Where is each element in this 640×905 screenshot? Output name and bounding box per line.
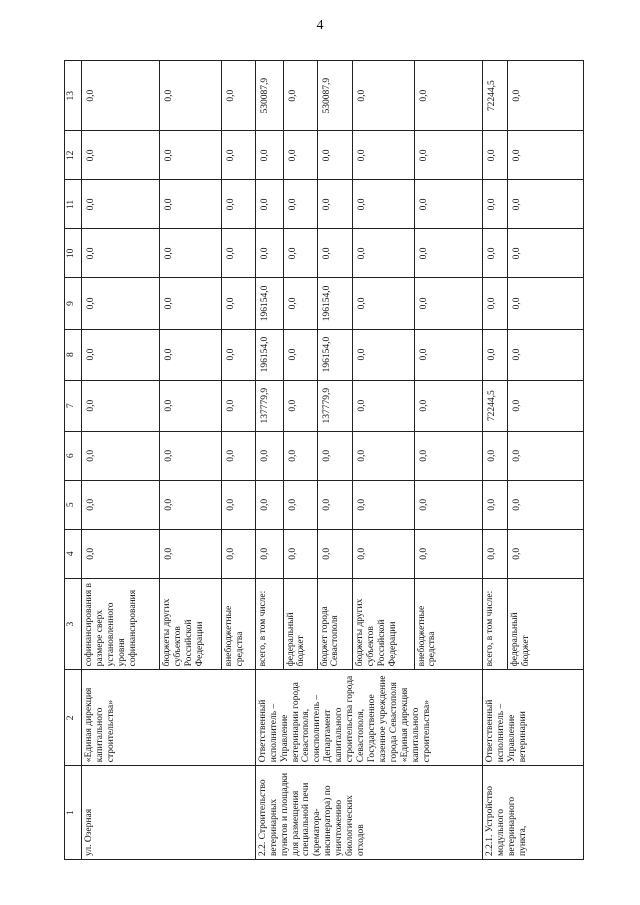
value-cell: 0,0: [508, 380, 584, 431]
value-cell: 0,0: [283, 180, 317, 229]
value-cell: 0,0: [221, 229, 255, 278]
value-cell: 196154,0: [317, 278, 352, 329]
column-header-13: 13: [65, 61, 82, 131]
value-cell: 0,0: [255, 431, 283, 480]
value-cell: 0,0: [508, 180, 584, 229]
value-cell: 0,0: [352, 529, 414, 578]
value-cell: 0,0: [221, 131, 255, 180]
value-cell: 0,0: [221, 278, 255, 329]
value-cell: 0,0: [283, 329, 317, 380]
activity-name-cell: 2.2. Строительство ветеринарных пунктов и площадки для размещения специальной печи (крематора-инсинератора) по уничтожению биологических отходов: [255, 766, 482, 860]
value-cell: 137779,9: [317, 380, 352, 431]
column-header-11: 11: [65, 180, 82, 229]
value-cell: 0,0: [221, 529, 255, 578]
value-cell: 0,0: [283, 529, 317, 578]
value-cell: 0,0: [352, 431, 414, 480]
value-cell: 0,0: [255, 229, 283, 278]
value-cell: 0,0: [508, 131, 584, 180]
value-cell: 0,0: [414, 380, 482, 431]
column-header-3: 3: [65, 578, 82, 670]
value-cell: 0,0: [352, 61, 414, 131]
activity-name-cell: 2.2.1. Устройство модульного ветеринарного пункта,: [482, 766, 583, 860]
value-cell: 0,0: [82, 380, 160, 431]
value-cell: 0,0: [414, 329, 482, 380]
value-cell: 0,0: [317, 431, 352, 480]
value-cell: 0,0: [352, 278, 414, 329]
value-cell: 0,0: [221, 480, 255, 529]
funding-source-cell: всего, в том числе:: [255, 578, 283, 670]
value-cell: 0,0: [82, 131, 160, 180]
value-cell: 0,0: [352, 380, 414, 431]
column-header-12: 12: [65, 131, 82, 180]
value-cell: 0,0: [82, 61, 160, 131]
value-cell: 0,0: [414, 229, 482, 278]
value-cell: 0,0: [414, 61, 482, 131]
value-cell: 196154,0: [255, 278, 283, 329]
value-cell: 0,0: [160, 431, 222, 480]
value-cell: 0,0: [414, 131, 482, 180]
value-cell: 0,0: [160, 131, 222, 180]
value-cell: 72244,5: [482, 61, 507, 131]
funding-source-cell: бюджеты других субъектов Российской Федерации: [352, 578, 414, 670]
value-cell: 0,0: [82, 480, 160, 529]
value-cell: 0,0: [508, 329, 584, 380]
value-cell: 0,0: [255, 180, 283, 229]
page-number: 4: [316, 18, 324, 33]
value-cell: 0,0: [414, 278, 482, 329]
funding-source-cell: бюджет города Севастополя: [317, 578, 352, 670]
value-cell: 0,0: [508, 529, 584, 578]
column-header-2: 2: [65, 670, 82, 766]
table-body: [82, 61, 584, 860]
value-cell: 72244,5: [482, 380, 507, 431]
table-row: [255, 61, 283, 860]
value-cell: 0,0: [482, 529, 507, 578]
value-cell: 0,0: [160, 480, 222, 529]
value-cell: 0,0: [82, 329, 160, 380]
value-cell: 0,0: [352, 229, 414, 278]
value-cell: 0,0: [283, 131, 317, 180]
value-cell: 0,0: [160, 229, 222, 278]
value-cell: 0,0: [255, 131, 283, 180]
value-cell: 0,0: [482, 180, 507, 229]
value-cell: 0,0: [221, 61, 255, 131]
value-cell: 0,0: [317, 529, 352, 578]
value-cell: 0,0: [482, 329, 507, 380]
value-cell: 0,0: [508, 61, 584, 131]
value-cell: 0,0: [317, 180, 352, 229]
value-cell: 0,0: [482, 229, 507, 278]
value-cell: 0,0: [414, 480, 482, 529]
value-cell: 0,0: [82, 529, 160, 578]
funding-source-cell: федеральный бюджет: [283, 578, 317, 670]
executor-cell: Ответственный исполнитель – Управление ветеринарии: [482, 670, 583, 766]
value-cell: 0,0: [508, 229, 584, 278]
value-cell: 0,0: [160, 180, 222, 229]
value-cell: 0,0: [482, 480, 507, 529]
value-cell: 0,0: [82, 278, 160, 329]
value-cell: 0,0: [482, 131, 507, 180]
value-cell: 0,0: [352, 131, 414, 180]
value-cell: 196154,0: [255, 329, 283, 380]
value-cell: 0,0: [283, 380, 317, 431]
executor-cell: «Единая дирекция капитального строительства»: [82, 670, 256, 766]
value-cell: 0,0: [482, 431, 507, 480]
column-header-8: 8: [65, 329, 82, 380]
table-row: [82, 61, 160, 860]
value-cell: 530087,9: [317, 61, 352, 131]
header-row: [65, 61, 82, 860]
column-header-6: 6: [65, 431, 82, 480]
value-cell: 0,0: [414, 529, 482, 578]
value-cell: 0,0: [317, 131, 352, 180]
value-cell: 0,0: [283, 278, 317, 329]
column-header-4: 4: [65, 529, 82, 578]
funding-source-cell: бюджеты других субъектов Российской Федерации: [160, 578, 222, 670]
value-cell: 0,0: [508, 480, 584, 529]
value-cell: 0,0: [160, 278, 222, 329]
value-cell: 0,0: [283, 61, 317, 131]
table-row: [482, 61, 507, 860]
funding-source-cell: федеральный бюджет: [508, 578, 584, 670]
funding-source-cell: внебюджетные средства: [221, 578, 255, 670]
budget-table: [64, 60, 584, 860]
value-cell: 0,0: [482, 278, 507, 329]
value-cell: 0,0: [82, 180, 160, 229]
value-cell: 0,0: [352, 480, 414, 529]
value-cell: 0,0: [414, 431, 482, 480]
value-cell: 0,0: [283, 480, 317, 529]
column-header-1: 1: [65, 766, 82, 860]
column-header-10: 10: [65, 229, 82, 278]
activity-name-cell: ул. Озерная: [82, 766, 256, 860]
value-cell: 0,0: [160, 380, 222, 431]
column-header-7: 7: [65, 380, 82, 431]
executor-cell: Ответственный исполнитель – Управление ветеринарии города Севастополя, соисполнитель – Департамент капитального строительства города Севастополя, Государственное казенное учреждение города Севастополя «Единая дирекция капитального строительства»: [255, 670, 482, 766]
value-cell: 0,0: [283, 431, 317, 480]
value-cell: 0,0: [414, 180, 482, 229]
value-cell: 0,0: [508, 278, 584, 329]
value-cell: 0,0: [82, 229, 160, 278]
column-header-5: 5: [65, 480, 82, 529]
value-cell: 0,0: [317, 229, 352, 278]
value-cell: 0,0: [352, 180, 414, 229]
value-cell: 0,0: [255, 480, 283, 529]
value-cell: 0,0: [221, 380, 255, 431]
value-cell: 0,0: [352, 329, 414, 380]
value-cell: 0,0: [221, 431, 255, 480]
funding-source-cell: софинансирования в размере сверх установленного уровня софинансирования: [82, 578, 160, 670]
column-header-9: 9: [65, 278, 82, 329]
value-cell: 0,0: [160, 529, 222, 578]
value-cell: 0,0: [221, 180, 255, 229]
value-cell: 196154,0: [317, 329, 352, 380]
value-cell: 0,0: [160, 329, 222, 380]
value-cell: 0,0: [317, 480, 352, 529]
value-cell: 0,0: [255, 529, 283, 578]
funding-source-cell: всего, в том числе:: [482, 578, 507, 670]
value-cell: 0,0: [160, 61, 222, 131]
value-cell: 530087,9: [255, 61, 283, 131]
value-cell: 0,0: [508, 431, 584, 480]
funding-source-cell: внебюджетные средства: [414, 578, 482, 670]
value-cell: 0,0: [221, 329, 255, 380]
value-cell: 137779,9: [255, 380, 283, 431]
rotated-table-wrapper: [64, 60, 584, 860]
value-cell: 0,0: [82, 431, 160, 480]
value-cell: 0,0: [283, 229, 317, 278]
